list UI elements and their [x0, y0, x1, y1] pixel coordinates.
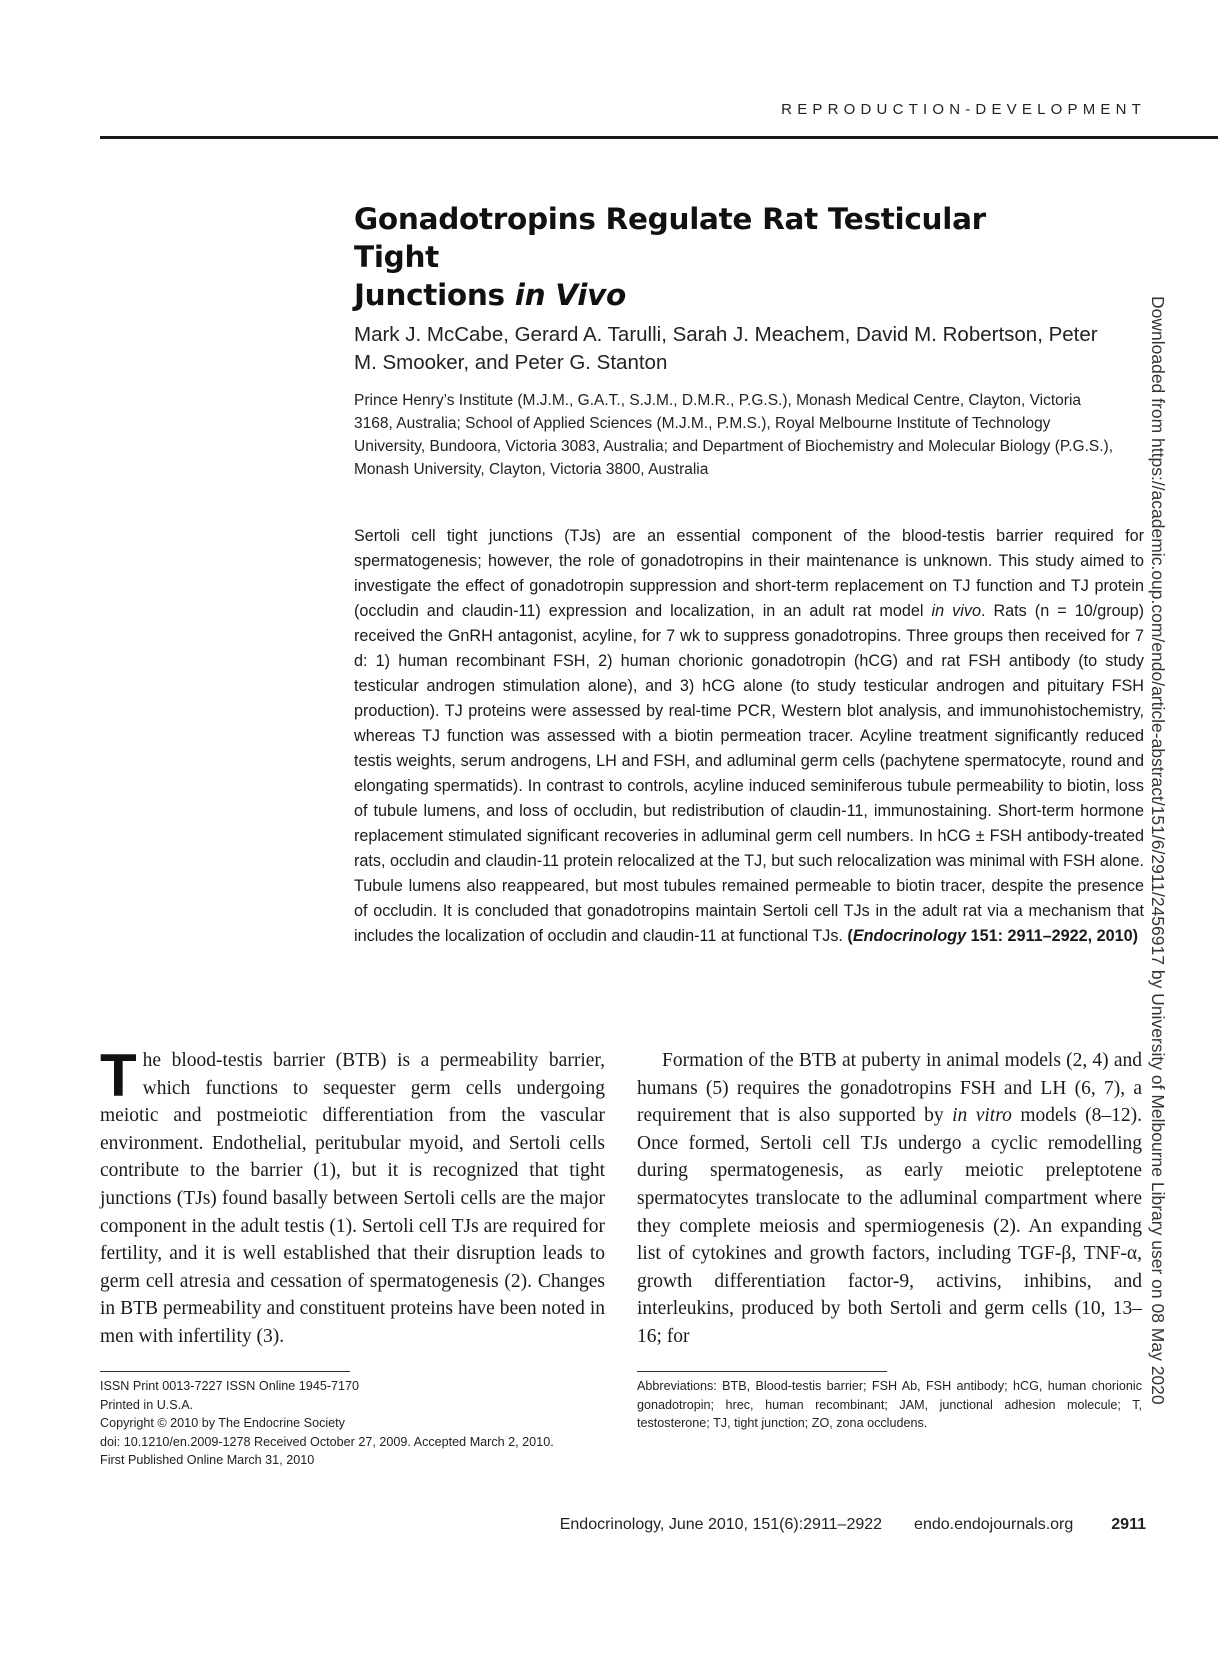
title-line-2: Junctions — [354, 278, 515, 312]
issn-line: ISSN Print 0013-7227 ISSN Online 1945-7170 — [100, 1379, 360, 1393]
body-column-right — [637, 1047, 1142, 1351]
drop-cap: T — [100, 1042, 137, 1109]
published-online-line: First Published Online March 31, 2010 — [100, 1453, 315, 1467]
right-paragraph-2: models (8–12). Once formed, Sertoli cell TJs undergo a cyclic remodelling during spermatogenesis, as early meiotic preleptotene spermatocytes translocate to the adluminal compartment where they complete meiosis and spermiogenesis (2). An expanding list of cytokines and growth factors, including TGF-β, TNF-α, growth differentiation factor-9, activins, inhibins, and interleukins, produced by both Sertoli and germ cells (10, 13–16; for — [637, 1105, 1142, 1347]
left-paragraph: he blood-testis barrier (BTB) is a permeability barrier, which functions to sequester germ cells undergoing meiotic and postmeiotic differentiation from the vascular environment. Endothelial, peritubular myoid, and Sertoli cells contribute to the barrier (1), but it is recognized that tight junctions (TJs) found basally between Sertoli cells are the major component in the adult testis (1). Sertoli cell TJs are required for fertility, and it is well established that their disruption leads to germ cell atresia and cessation of spermatogenesis (2). Changes in BTB permeability and constituent proteins have been noted in men with infertility (3). — [100, 1050, 605, 1347]
abstract-italic: in vivo — [931, 602, 981, 620]
affiliations: Prince Henry’s Institute (M.J.M., G.A.T., S.J.M., D.M.R., P.G.S.), Monash Medical Centre, Clayton, Victoria 3168, Australia; School of Applied Sciences (M.J.M., P.M.S.), Royal Melbourne Institute of Technology University, Bundoora, Victoria 3083, Australia; and Department of Biochemistry and Molecular Biology (P.G.S.), Monash University, Clayton, Victoria 3800, Australia — [354, 392, 1114, 478]
right-paragraph-1: Formation of the BTB at puberty in animal models (2, 4) and humans (5) requires the gonadotropins FSH and LH (6, 7), a requirement that is also supported by — [637, 1050, 1142, 1127]
doi-line: doi: 10.1210/en.2009-1278 Received October 27, 2009. Accepted March 2, 2010. — [100, 1434, 554, 1449]
page-number: 2911 — [1111, 1516, 1146, 1533]
abstract-text-1: Sertoli cell tight junctions (TJs) are an essential component of the blood-testis barrier required for spermatogenesis; however, the role of gonadotropins in their maintenance is unknown. This study aimed to investigate the effect of gonadotropin suppression and short-term replacement on TJ function and TJ protein (occludin and claudin-11) expression and localization, in an adult rat model — [354, 527, 1144, 620]
citation-open: ( — [847, 927, 853, 945]
footnote-rule-right — [637, 1371, 887, 1372]
abstract-text-2: . Rats (n = 10/group) received the GnRH antagonist, acyline, for 7 wk to suppress gonadotropins. Three groups then received for 7 d: 1) human recombinant FSH, 2) human chorionic gonadotropin (hCG) and rat FSH antibody (to study testicular androgen stimulation alone), and 3) hCG alone (to study testicular androgen and pituitary FSH production). TJ proteins were assessed by real-time PCR, Western blot analysis, and immunohistochemistry, whereas TJ function was assessed with a biotin permeation tracer. Acyline treatment significantly reduced testis weights, serum androgens, LH and FSH, and adluminal germ cells (pachytene spermatocyte, round and elongating spermatids). In contrast to controls, acyline induced seminiferous tubule permeability to biotin, loss of tubule lumens, and loss of occludin, but redistribution of claudin-11, immunostaining. Short-term hormone replacement stimulated significant recoveries in adluminal germ cell numbers. In hCG ± FSH antibody-treated rats, occludin and claudin-11 protein relocalized at the TJ, but such relocalization was minimal with FSH alone. Tubule lumens also reappeared, but most tubules remained permeable to biotin tracer, despite the presence of occludin. It is concluded that gonadotropins maintain Sertoli cell TJs in the adult rat via a mechanism that includes the localization of occludin and claudin-11 at functional TJs. — [354, 602, 1145, 945]
footnote-rule-left — [100, 1371, 350, 1372]
citation-rest: 151: 2911–2922, 2010) — [966, 927, 1139, 945]
body-column-left — [100, 1042, 605, 1351]
copyright-line: Copyright © 2010 by The Endocrine Society — [100, 1416, 345, 1430]
section-label: REPRODUCTION-DEVELOPMENT — [781, 101, 1146, 118]
article-title — [354, 200, 1074, 314]
citation-journal: Endocrinology — [852, 927, 967, 945]
publication-info — [100, 1377, 605, 1470]
footer-journal: Endocrinology, June 2010, 151(6):2911–2922 — [559, 1516, 883, 1533]
printed-line: Printed in U.S.A. — [100, 1397, 194, 1412]
download-watermark: Downloaded from https://academic.oup.com/endo/article-abstract/151/6/2911/2456917 by University of Melbourne Library user on 08 May 2020 — [1148, 296, 1168, 1405]
title-italic: in Vivo — [514, 278, 626, 312]
abbreviations-footnote: Abbreviations: BTB, Blood-testis barrier; FSH Ab, FSH antibody; hCG, human chorionic gonadotropin; hrec, human recombinant; JAM, junctional adhesion molecule; T, testosterone; TJ, tight junction; ZO, zona occludens. — [637, 1379, 1142, 1430]
abstract — [354, 524, 1144, 949]
page-footer — [560, 1516, 1146, 1534]
abstract-citation — [847, 927, 1138, 945]
right-italic: in vitro — [952, 1105, 1012, 1127]
footer-url[interactable]: endo.endojournals.org — [914, 1516, 1074, 1533]
title-line-1: Gonadotropins Regulate Rat Testicular Tight — [354, 202, 986, 274]
header-rule — [100, 136, 1218, 139]
author-list: Mark J. McCabe, Gerard A. Tarulli, Sarah J. Meachem, David M. Robertson, Peter M. Smooker, and Peter G. Stanton — [354, 323, 1098, 374]
